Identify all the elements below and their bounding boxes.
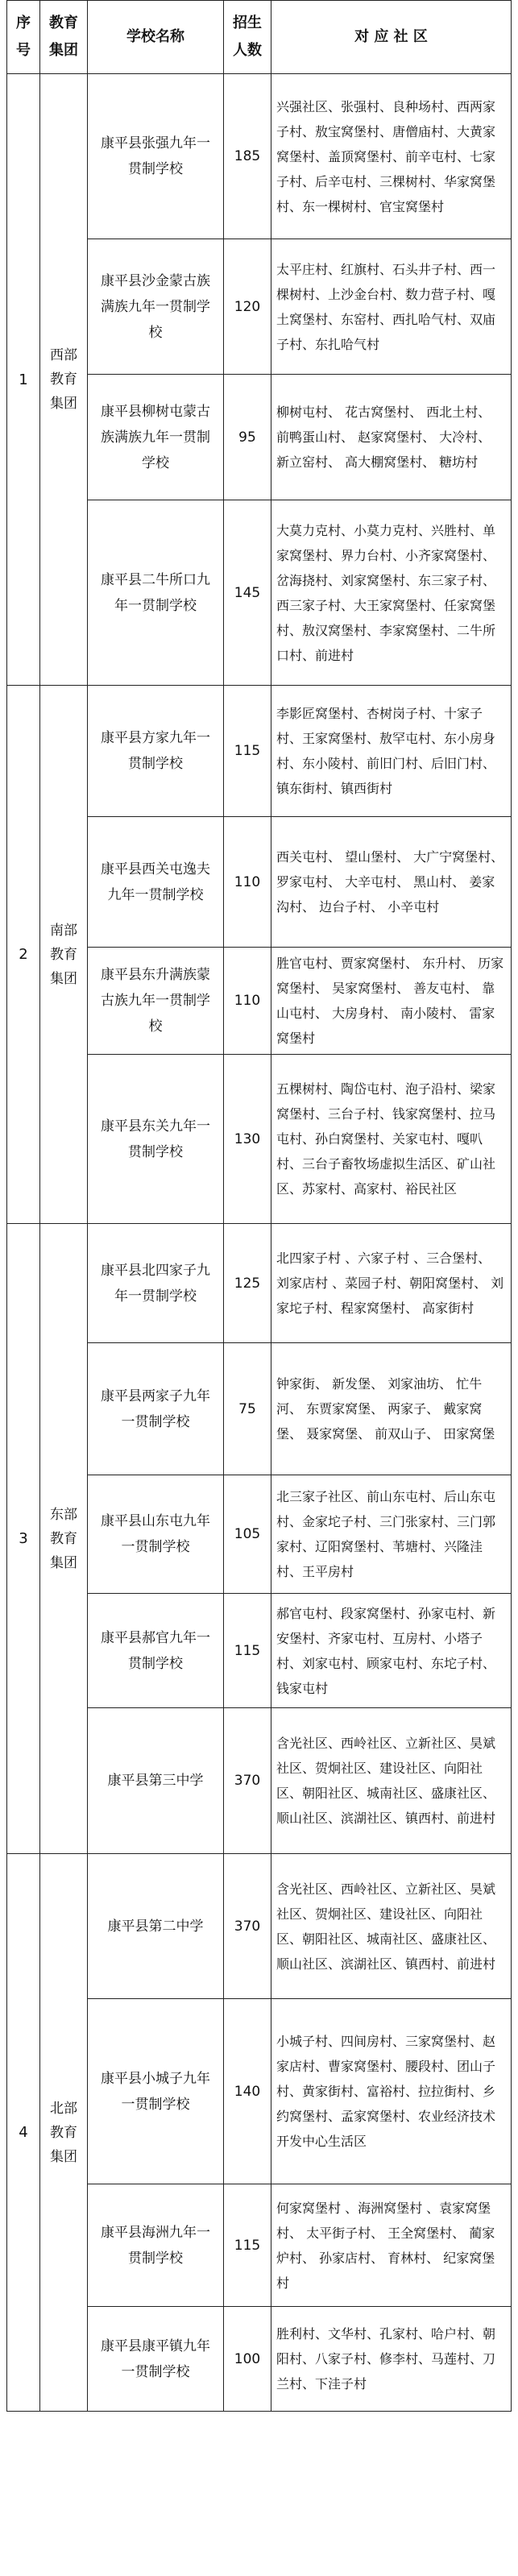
enroll-count: 140	[224, 1999, 271, 2184]
community-list: 胜利村、文华村、孔家村、哈户村、朝阳村、八家子村、修李村、马莲村、刀兰村、下洼子村	[271, 2307, 512, 2412]
community-list: 李影匠窝堡村、杏树岗子村、十家子村、王家窝堡村、敖罕屯村、东小房身村、东小陵村、前旧门村、后旧门村、镇东街村、镇西街村	[271, 686, 512, 817]
community-list: 北三家子社区、前山东屯村、后山东屯村、金家坨子村、三门张家村、三门郭家村、辽阳窝堡村、苇塘村、兴隆洼村、王平房村	[271, 1475, 512, 1594]
community-list: 兴强社区、张强村、良种场村、西两家子村、敖宝窝堡村、唐僧庙村、大黄家窝堡村、盖顶窝堡村、前辛屯村、七家子村、后辛屯村、三棵树村、华家窝堡村、东一棵树村、官宝窝堡村	[271, 74, 512, 239]
enroll-count: 125	[224, 1224, 271, 1343]
community-list: 北四家子村 、六家子村 、三合堡村、 刘家店村 、菜园子村、朝阳窝堡村、 刘家坨子村、程家窝堡村、 高家街村	[271, 1224, 512, 1343]
school-name: 康平县张强九年一贯制学校	[88, 74, 224, 239]
enroll-count: 120	[224, 239, 271, 375]
community-list: 郝官屯村、段家窝堡村、孙家屯村、新安堡村、齐家屯村、互房村、小塔子村、刘家屯村、顾家屯村、东坨子村、钱家屯村	[271, 1594, 512, 1708]
header-row	[7, 1, 512, 74]
enroll-count: 130	[224, 1055, 271, 1224]
table-row	[7, 1224, 512, 1343]
school-name: 康平县第三中学	[88, 1708, 224, 1854]
community-list: 太平庄村、红旗村、石头井子村、西一棵树村、上沙金台村、数力营子村、嘎土窝堡村、东窑村、西扎哈气村、双庙子村、东扎哈气村	[271, 239, 512, 375]
group-name: 东部教育集团	[40, 1224, 88, 1854]
header-community: 对 应 社 区	[271, 1, 512, 74]
group-index: 3	[7, 1224, 40, 1854]
school-name: 康平县第二中学	[88, 1854, 224, 1999]
community-list: 大莫力克村、小莫力克村、兴胜村、单家窝堡村、界力台村、小齐家窝堡村、岔海挠村、刘家窝堡村、东三家子村、西三家子村、大王家窝堡村、任家窝堡村、敖汉窝堡村、李家窝堡村、二牛所口村、前进村	[271, 500, 512, 686]
school-name: 康平县郝官九年一贯制学校	[88, 1594, 224, 1708]
enroll-count: 110	[224, 948, 271, 1055]
enroll-count: 115	[224, 2184, 271, 2307]
community-list: 五棵树村、陶岱屯村、泡子沿村、梁家窝堡村、三台子村、钱家窝堡村、拉马屯村、孙白窝堡村、关家屯村、嘎叭村、三台子畜牧场虚拟生活区、矿山社区、苏家村、高家村、裕民社区	[271, 1055, 512, 1224]
group-index: 2	[7, 686, 40, 1224]
school-name: 康平县柳树屯蒙古族满族九年一贯制学校	[88, 375, 224, 500]
group-name: 西部教育集团	[40, 74, 88, 686]
community-list: 含光社区、西岭社区、立新社区、昊斌社区、贺炯社区、建设社区、向阳社区、朝阳社区、城南社区、盛康社区、顺山社区、滨湖社区、镇西村、前进村	[271, 1854, 512, 1999]
group-index: 1	[7, 74, 40, 686]
school-name: 康平县东关九年一贯制学校	[88, 1055, 224, 1224]
enroll-count: 75	[224, 1343, 271, 1475]
table-row	[7, 74, 512, 239]
enroll-count: 370	[224, 1708, 271, 1854]
table-row	[7, 1854, 512, 1999]
enroll-count: 115	[224, 1594, 271, 1708]
school-name: 康平县方家九年一贯制学校	[88, 686, 224, 817]
school-name: 康平县两家子九年一贯制学校	[88, 1343, 224, 1475]
header-school: 学校名称	[88, 1, 224, 74]
header-index: 序号	[7, 1, 40, 74]
community-list: 小城子村、四间房村、三家窝堡村、赵家店村、曹家窝堡村、腰段村、团山子村、黄家街村、富裕村、拉拉街村、乡约窝堡村、孟家窝堡村、农业经济技术开发中心生活区	[271, 1999, 512, 2184]
school-name: 康平县小城子九年一贯制学校	[88, 1999, 224, 2184]
enroll-count: 100	[224, 2307, 271, 2412]
school-name: 康平县西关屯逸夫九年一贯制学校	[88, 817, 224, 948]
enrollment-table	[6, 0, 512, 2412]
enroll-count: 110	[224, 817, 271, 948]
enroll-count: 95	[224, 375, 271, 500]
enroll-count: 145	[224, 500, 271, 686]
school-name: 康平县东升满族蒙古族九年一贯制学校	[88, 948, 224, 1055]
school-name: 康平县沙金蒙古族满族九年一贯制学校	[88, 239, 224, 375]
header-group: 教育集团	[40, 1, 88, 74]
community-list: 何家窝堡村 、海洲窝堡村 、袁家窝堡村、 太平街子村、 王全窝堡村、 蔺家炉村、 孙家店村、 育林村、 纪家窝堡村	[271, 2184, 512, 2307]
school-name: 康平县康平镇九年一贯制学校	[88, 2307, 224, 2412]
community-list: 含光社区、西岭社区、立新社区、昊斌社区、贺炯社区、建设社区、向阳社区、朝阳社区、城南社区、盛康社区、顺山社区、滨湖社区、镇西村、前进村	[271, 1708, 512, 1854]
enroll-count: 105	[224, 1475, 271, 1594]
school-name: 康平县海洲九年一贯制学校	[88, 2184, 224, 2307]
enroll-count: 115	[224, 686, 271, 817]
school-name: 康平县北四家子九年一贯制学校	[88, 1224, 224, 1343]
enroll-count: 185	[224, 74, 271, 239]
table-row	[7, 686, 512, 817]
group-index: 4	[7, 1854, 40, 2412]
school-name: 康平县二牛所口九年一贯制学校	[88, 500, 224, 686]
group-name: 南部教育集团	[40, 686, 88, 1224]
community-list: 钟家街、 新发堡、 刘家油坊、 忙牛河、 东贾家窝堡、 两家子、 戴家窝堡、 聂家窝堡、 前双山子、 田家窝堡	[271, 1343, 512, 1475]
community-list: 胜官屯村、贾家窝堡村、 东升村、 历家窝堡村、 吴家窝堡村、 善友屯村、 靠山屯村、 大房身村、 南小陵村、 雷家窝堡村	[271, 948, 512, 1055]
school-name: 康平县山东屯九年一贯制学校	[88, 1475, 224, 1594]
group-name: 北部教育集团	[40, 1854, 88, 2412]
community-list: 西关屯村、 望山堡村、 大广宁窝堡村、 罗家屯村、 大辛屯村、 黑山村、 姜家沟村、 边台子村、 小辛屯村	[271, 817, 512, 948]
header-enroll: 招生人数	[224, 1, 271, 74]
community-list: 柳树屯村、 花古窝堡村、 西北土村、 前鸭蛋山村、 赵家窝堡村、 大冷村、 新立窑村、 高大棚窝堡村、 糖坊村	[271, 375, 512, 500]
enroll-count: 370	[224, 1854, 271, 1999]
